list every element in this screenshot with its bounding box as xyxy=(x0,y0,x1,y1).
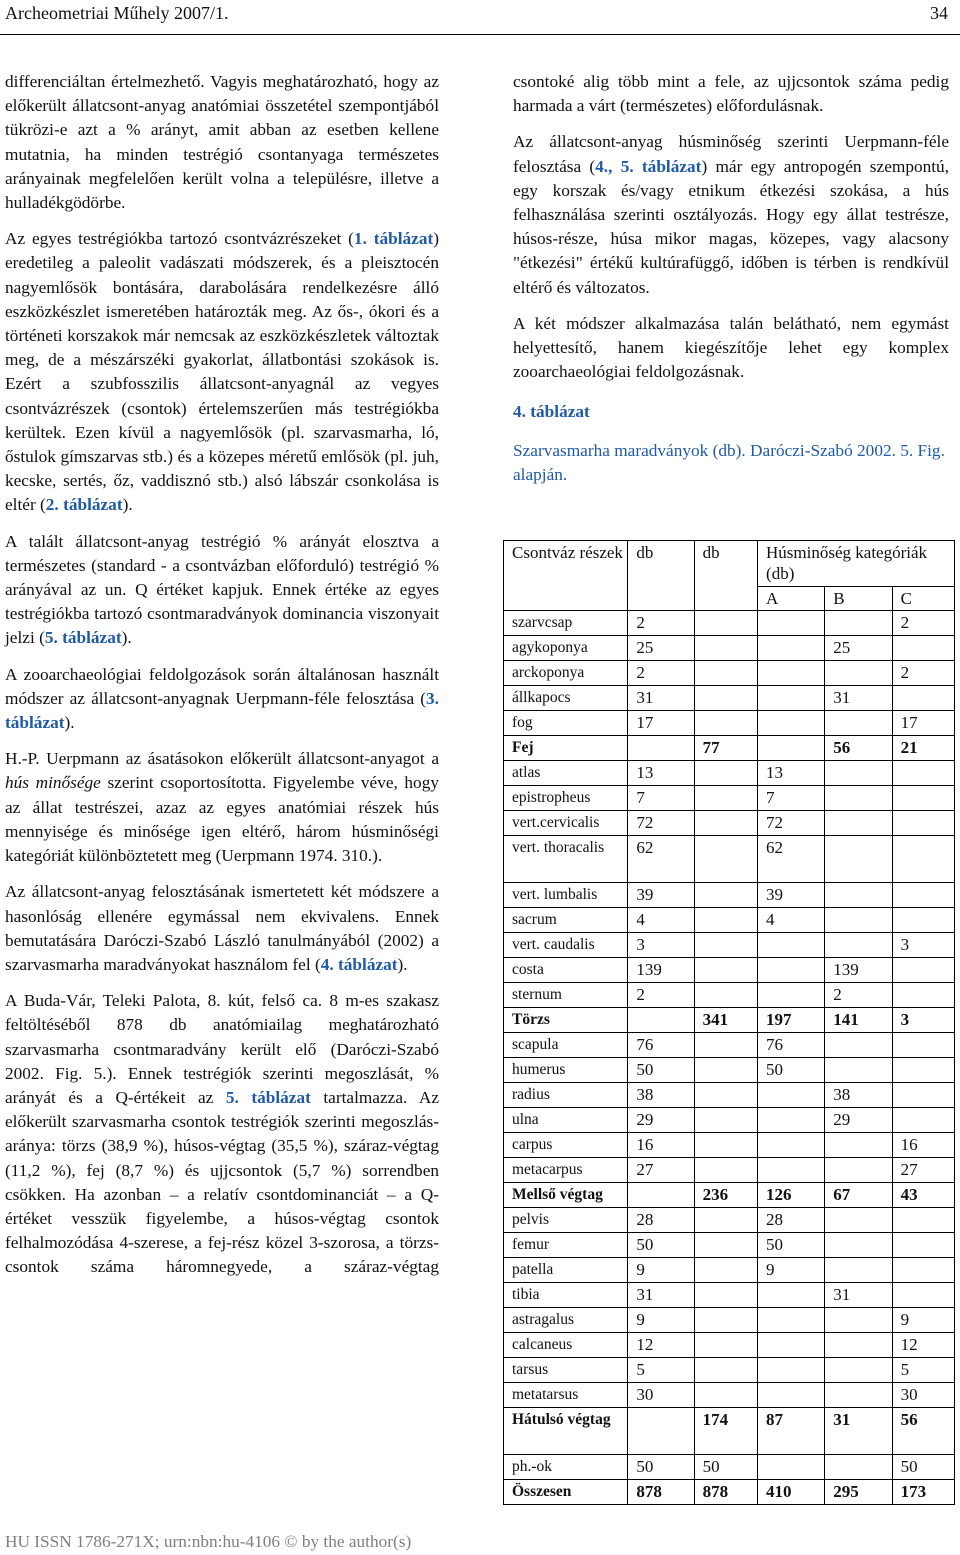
cell-value xyxy=(694,1308,757,1333)
cell-value: 139 xyxy=(825,958,892,983)
cell-value: 4 xyxy=(628,908,694,933)
cell-value xyxy=(758,661,825,686)
cell-value xyxy=(694,1158,757,1183)
cell-value xyxy=(892,1283,954,1308)
row-label: patella xyxy=(504,1258,628,1283)
paragraph: A talált állatcsont-anyag testrégió % arányát elosztva a természetes (standard - a csontvázban előforduló) testrégió % arányával az un. Q értéket kapjuk. Ennek értéke az egyes testrégiókba tartozó csontmaradványok dominancia viszonyait jelzi (5. táblázat). xyxy=(5,531,439,648)
table-row xyxy=(504,1308,955,1333)
cell-value xyxy=(758,1308,825,1333)
cell-value xyxy=(694,811,757,836)
table-row xyxy=(504,1208,955,1233)
row-label: scapula xyxy=(504,1033,628,1058)
cell-value: 39 xyxy=(628,883,694,908)
cell-value xyxy=(825,933,892,958)
cell-value xyxy=(758,711,825,736)
cell-value: 31 xyxy=(628,686,694,711)
cell-value: 3 xyxy=(892,933,954,958)
table-row xyxy=(504,1233,955,1258)
cell-value xyxy=(825,1233,892,1258)
cell-value xyxy=(825,661,892,686)
row-label: tibia xyxy=(504,1283,628,1308)
cell-value xyxy=(694,611,757,636)
cell-value: 9 xyxy=(628,1308,694,1333)
cell-value: 50 xyxy=(892,1455,954,1480)
cell-value xyxy=(825,1133,892,1158)
row-label: Fej xyxy=(504,736,628,761)
cell-value: 56 xyxy=(892,1408,954,1455)
row-label: pelvis xyxy=(504,1208,628,1233)
paragraph: Az állatcsont-anyag felosztásának ismertetett két módszere a hasonlóság ellenére egymással nem ekvivalens. Ennek bemutatására Daróczi-Szabó László tanulmányából (2002) a szarvasmarha maradványokat használom fel (4. táblázat). xyxy=(5,882,439,974)
cell-value: 4 xyxy=(758,908,825,933)
cell-value: 236 xyxy=(694,1183,757,1208)
row-label: ph.-ok xyxy=(504,1455,628,1480)
cell-value xyxy=(758,1283,825,1308)
cell-value xyxy=(758,611,825,636)
table-row xyxy=(504,811,955,836)
cell-value xyxy=(628,1008,694,1033)
cell-value xyxy=(694,1133,757,1158)
cell-value: 76 xyxy=(628,1033,694,1058)
cell-value: 50 xyxy=(758,1058,825,1083)
cell-value: 16 xyxy=(892,1133,954,1158)
header-cell: db xyxy=(694,541,757,611)
paragraph: Az egyes testrégiókba tartozó csontvázrészeket (1. táblázat) eredetileg a paleolit vadászati módszerek, és a pleisztocén nagyemlősök bontására, darabolására rendelkezésre álló eszközkészlet ismeretében határozták meg. Az ős-, ókori és a történeti korszakok már nemcsak az eszközkészletek változtak meg, de a mészárszéki gyakorlat, állatbontási szokások is. Ezért a szubfosszilis állatcsont-anyagnál az vegyes csontvázrészek (csontok) értelemszerűen más testrégiókba kerültek. Ezen kívül a nagyemlősök (pl. szarvasmarha, ló, őstulok gímszarvas stb.) és a közepes méretű emlősök (pl. juh, kecske, sertés, őz, vaddisznó stb.) alsó lábszár csonkolása is eltér (2. táblázat). xyxy=(5,229,439,515)
table-row xyxy=(504,1083,955,1108)
cell-value xyxy=(892,686,954,711)
cell-value xyxy=(758,1358,825,1383)
table-row xyxy=(504,786,955,811)
cell-value: 30 xyxy=(892,1383,954,1408)
cell-value xyxy=(694,908,757,933)
row-label: Törzs xyxy=(504,1008,628,1033)
cell-value xyxy=(694,686,757,711)
cell-value xyxy=(892,1033,954,1058)
table-row xyxy=(504,1455,955,1480)
cell-value xyxy=(758,686,825,711)
table-caption: Szarvasmarha maradványok (db). Daróczi-Szabó 2002. 5. Fig. alapján. xyxy=(513,440,945,484)
cell-value: 3 xyxy=(892,1008,954,1033)
cell-value xyxy=(892,908,954,933)
journal-title: Archeometriai Műhely 2007/1. xyxy=(5,3,229,23)
paragraph: A két módszer alkalmazása talán belátható, nem egymást helyettesítő, hanem kiegészítője lehet egy komplex zooarchaeológiai feldolgozásnak. xyxy=(513,313,949,382)
cell-value xyxy=(825,1358,892,1383)
cell-value: 7 xyxy=(628,786,694,811)
cell-value: 31 xyxy=(825,686,892,711)
cell-value xyxy=(892,958,954,983)
cell-value xyxy=(892,836,954,883)
cell-value xyxy=(758,636,825,661)
paragraph: csontoké alig több mint a fele, az ujjcsontok száma pedig harmada a várt (természetes) előfordulásnak. xyxy=(513,72,949,116)
cell-value: 5 xyxy=(892,1358,954,1383)
row-label: astragalus xyxy=(504,1308,628,1333)
cell-value: 67 xyxy=(825,1183,892,1208)
cell-value: 12 xyxy=(628,1333,694,1358)
cell-value: 30 xyxy=(628,1383,694,1408)
cell-value: 56 xyxy=(825,736,892,761)
cell-value xyxy=(694,1033,757,1058)
cell-value: 31 xyxy=(825,1408,892,1455)
table-row xyxy=(504,1283,955,1308)
row-label: vert. lumbalis xyxy=(504,883,628,908)
table-row xyxy=(504,836,955,883)
row-label: humerus xyxy=(504,1058,628,1083)
row-label: epistropheus xyxy=(504,786,628,811)
cell-value: 173 xyxy=(892,1480,954,1505)
cell-value xyxy=(694,636,757,661)
cell-value: 17 xyxy=(892,711,954,736)
cell-value: 50 xyxy=(628,1455,694,1480)
row-label: vert. thoracalis xyxy=(504,836,628,883)
cell-value xyxy=(758,983,825,1008)
cell-value xyxy=(758,1383,825,1408)
header-cell: db xyxy=(628,541,694,611)
row-label: agykoponya xyxy=(504,636,628,661)
cell-value xyxy=(825,836,892,883)
cell-value xyxy=(694,933,757,958)
cell-value: 13 xyxy=(758,761,825,786)
cell-value xyxy=(758,736,825,761)
cell-value xyxy=(892,636,954,661)
cell-value: 31 xyxy=(825,1283,892,1308)
cell-value xyxy=(628,1408,694,1455)
cell-value: 50 xyxy=(628,1233,694,1258)
cell-value: 2 xyxy=(892,661,954,686)
cell-value xyxy=(694,1333,757,1358)
row-label: tarsus xyxy=(504,1358,628,1383)
paragraph: A zooarchaeológiai feldolgozások során általánosan használt módszer az állatcsont-anyagnak Uerpmann-féle felosztása (3. táblázat). xyxy=(5,664,439,733)
cell-value xyxy=(825,1333,892,1358)
cell-value xyxy=(694,1108,757,1133)
cell-value: 139 xyxy=(628,958,694,983)
row-label: femur xyxy=(504,1233,628,1258)
row-label: Mellső végtag xyxy=(504,1183,628,1208)
cell-value xyxy=(825,883,892,908)
table-row xyxy=(504,908,955,933)
table-row xyxy=(504,686,955,711)
row-label: szarvcsap xyxy=(504,611,628,636)
cell-value xyxy=(694,711,757,736)
cell-value xyxy=(825,1383,892,1408)
cell-value xyxy=(825,908,892,933)
cell-value: 197 xyxy=(758,1008,825,1033)
cell-value: 72 xyxy=(758,811,825,836)
cell-value xyxy=(694,836,757,883)
row-label: sternum xyxy=(504,983,628,1008)
cell-value xyxy=(825,811,892,836)
cell-value xyxy=(825,1058,892,1083)
row-label: costa xyxy=(504,958,628,983)
paragraph: A Buda-Vár, Teleki Palota, 8. kút, felső ca. 8 m-es szakasz feltöltéséből 878 db anatómiailag meghatározható szarvasmarha csontmaradvány került elő (Daróczi-Szabó 2002. Fig. 5.). Ennek testrégiók szerinti megoszlását, % arányát és a Q-értékeit az 5. táblázat tartalmazza. Az előkerült szarvasmarha csontok testrégiók szerinti megoszlás-aránya: törzs (38,9 %), húsos-végtag (35,5 %), száraz-végtag (11,2 %), fej (8,7 %) és ujjcsontok (5,7 %) sorrendben csökken. Ha azonban – a relatív csontdominanciát – a Q-értéket vesszük figyelembe, a húsos-végtag csontok felhalmozódása 4-szerese, a fej-rész közel 3-szorosa, a törzs-csontok száma háromnegyede, a száraz-végtag xyxy=(5,991,440,1277)
cell-value xyxy=(892,1233,954,1258)
cell-value xyxy=(825,1258,892,1283)
cell-value: 5 xyxy=(628,1358,694,1383)
cell-value xyxy=(694,1258,757,1283)
cell-value: 28 xyxy=(628,1208,694,1233)
data-table xyxy=(503,540,955,1505)
table-row xyxy=(504,883,955,908)
row-label: vert. caudalis xyxy=(504,933,628,958)
page-number: 34 xyxy=(930,3,948,23)
cell-value xyxy=(758,1333,825,1358)
cell-value: 31 xyxy=(628,1283,694,1308)
cell-value: 9 xyxy=(892,1308,954,1333)
cell-value: 38 xyxy=(825,1083,892,1108)
table-row xyxy=(504,983,955,1008)
cell-value xyxy=(694,1083,757,1108)
cell-value: 12 xyxy=(892,1333,954,1358)
row-label: Hátulsó végtag xyxy=(504,1408,628,1455)
header-cell: Húsminőség kategóriák (db) xyxy=(758,541,955,587)
cell-value xyxy=(892,1108,954,1133)
table-row xyxy=(504,1108,955,1133)
row-label: Összesen xyxy=(504,1480,628,1505)
row-label: metatarsus xyxy=(504,1383,628,1408)
cell-value: 29 xyxy=(825,1108,892,1133)
cell-value xyxy=(825,1308,892,1333)
cell-value: 29 xyxy=(628,1108,694,1133)
cell-value xyxy=(892,883,954,908)
cell-value: 62 xyxy=(628,836,694,883)
table-row xyxy=(504,1183,955,1208)
cell-value: 878 xyxy=(694,1480,757,1505)
cell-value xyxy=(892,761,954,786)
cell-value xyxy=(758,1133,825,1158)
cell-value xyxy=(694,1383,757,1408)
subheader-cell: A xyxy=(758,587,825,611)
table-row xyxy=(504,1008,955,1033)
table-row xyxy=(504,933,955,958)
table-title: 4. táblázat xyxy=(513,402,590,422)
cell-value xyxy=(825,1455,892,1480)
cell-value: 72 xyxy=(628,811,694,836)
row-label: carpus xyxy=(504,1133,628,1158)
cell-value: 126 xyxy=(758,1183,825,1208)
cell-value: 87 xyxy=(758,1408,825,1455)
footer: HU ISSN 1786-271X; urn:nbn:hu-4106 © by the author(s) xyxy=(5,1532,412,1551)
cell-value: 2 xyxy=(628,661,694,686)
table-row xyxy=(504,611,955,636)
page-header xyxy=(0,0,960,38)
cell-value: 7 xyxy=(758,786,825,811)
cell-value xyxy=(825,611,892,636)
cell-value: 2 xyxy=(628,983,694,1008)
cell-value: 27 xyxy=(628,1158,694,1183)
cell-value xyxy=(758,958,825,983)
cell-value xyxy=(758,933,825,958)
cell-value: 25 xyxy=(825,636,892,661)
cell-value: 25 xyxy=(628,636,694,661)
right-column xyxy=(513,70,949,497)
cell-value: 2 xyxy=(628,611,694,636)
cell-value: 174 xyxy=(694,1408,757,1455)
row-label: metacarpus xyxy=(504,1158,628,1183)
table-row xyxy=(504,1158,955,1183)
cell-value xyxy=(892,786,954,811)
cell-value xyxy=(758,1108,825,1133)
table-row xyxy=(504,1133,955,1158)
cell-value: 2 xyxy=(892,611,954,636)
cell-value: 50 xyxy=(694,1455,757,1480)
cell-value: 9 xyxy=(628,1258,694,1283)
row-label: sacrum xyxy=(504,908,628,933)
cell-value: 50 xyxy=(758,1233,825,1258)
table-row xyxy=(504,1383,955,1408)
cell-value xyxy=(825,1033,892,1058)
table-row xyxy=(504,1058,955,1083)
cell-value xyxy=(694,1058,757,1083)
cell-value: 76 xyxy=(758,1033,825,1058)
cell-value xyxy=(694,983,757,1008)
cell-value xyxy=(628,1183,694,1208)
table-row xyxy=(504,1033,955,1058)
cell-value: 39 xyxy=(758,883,825,908)
cell-value xyxy=(694,761,757,786)
cell-value xyxy=(758,1083,825,1108)
cell-value xyxy=(825,761,892,786)
cell-value xyxy=(694,786,757,811)
row-label: arckoponya xyxy=(504,661,628,686)
cell-value xyxy=(825,1158,892,1183)
cell-value: 77 xyxy=(694,736,757,761)
table-row xyxy=(504,1258,955,1283)
paragraph: differenciáltan értelmezhető. Vagyis meghatározható, hogy az előkerült állatcsont-anyag anatómiai összetétel szempontjából tükrözi-e azt a % arányt, amit abban az esetben kellene mutatnia, ha minden testrégió csontanyaga természetes arányainak megfelelően került volna a településre, illetve a hulladékgödörbe. xyxy=(5,72,439,213)
cell-value xyxy=(758,1158,825,1183)
subheader-cell: B xyxy=(825,587,892,611)
cell-value xyxy=(694,958,757,983)
cell-value xyxy=(892,983,954,1008)
cell-value xyxy=(694,883,757,908)
cell-value xyxy=(694,1358,757,1383)
subheader-cell: C xyxy=(892,587,954,611)
row-label: állkapocs xyxy=(504,686,628,711)
cell-value xyxy=(825,711,892,736)
cell-value xyxy=(694,1208,757,1233)
cell-value xyxy=(892,1208,954,1233)
cell-value xyxy=(825,786,892,811)
cell-value: 2 xyxy=(825,983,892,1008)
table-row xyxy=(504,636,955,661)
row-label: vert.cervicalis xyxy=(504,811,628,836)
cell-value: 17 xyxy=(628,711,694,736)
cell-value: 295 xyxy=(825,1480,892,1505)
cell-value xyxy=(694,1233,757,1258)
cell-value xyxy=(628,736,694,761)
row-label: atlas xyxy=(504,761,628,786)
cell-value xyxy=(694,661,757,686)
cell-value xyxy=(694,1283,757,1308)
paragraph: H.-P. Uerpmann az ásatásokon előkerült állatcsont-anyagot a hús minősége szerint csoportosította. Figyelembe véve, hogy az állat testrészei, azaz az egyes anatómiai részek hús mennyisége és minősége igen eltérő, három húsminőségi kategóriát különböztetett meg (Uerpmann 1974. 310.). xyxy=(5,749,439,866)
cell-value: 341 xyxy=(694,1008,757,1033)
cell-value: 38 xyxy=(628,1083,694,1108)
cell-value xyxy=(892,1083,954,1108)
cell-value: 28 xyxy=(758,1208,825,1233)
cell-value: 62 xyxy=(758,836,825,883)
table-row xyxy=(504,736,955,761)
table-row xyxy=(504,1408,955,1455)
cell-value: 50 xyxy=(628,1058,694,1083)
row-label: fog xyxy=(504,711,628,736)
left-column xyxy=(5,70,439,1280)
table-row xyxy=(504,661,955,686)
paragraph: Az állatcsont-anyag húsminőség szerinti Uerpmann-féle felosztása (4., 5. táblázat) már egy antropogén szempontú, egy korszak és/vagy etnikum étkezési szokása, a hús felhasználása szerinti osztályozás. Hogy egy állat testrésze, húsos-része, húsa mikor magas, közepes, vagy alacsony "étkezési" értékű kultúrafüggő, időben is térben is rendkívül eltérő és változatos. xyxy=(513,132,949,297)
table-row xyxy=(504,1480,955,1505)
header-cell: Csontváz részek xyxy=(504,541,628,611)
row-label: calcaneus xyxy=(504,1333,628,1358)
table-row xyxy=(504,711,955,736)
cell-value: 3 xyxy=(628,933,694,958)
row-label: ulna xyxy=(504,1108,628,1133)
cell-value: 141 xyxy=(825,1008,892,1033)
table-row xyxy=(504,1358,955,1383)
table-row xyxy=(504,761,955,786)
cell-value: 410 xyxy=(758,1480,825,1505)
cell-value xyxy=(892,1058,954,1083)
header-rule xyxy=(0,34,960,35)
cell-value: 16 xyxy=(628,1133,694,1158)
cell-value xyxy=(825,1208,892,1233)
cell-value: 9 xyxy=(758,1258,825,1283)
cell-value xyxy=(892,1258,954,1283)
cell-value: 21 xyxy=(892,736,954,761)
table-row xyxy=(504,1333,955,1358)
cell-value xyxy=(892,811,954,836)
cell-value: 27 xyxy=(892,1158,954,1183)
cell-value xyxy=(758,1455,825,1480)
cell-value: 43 xyxy=(892,1183,954,1208)
row-label: radius xyxy=(504,1083,628,1108)
cell-value: 13 xyxy=(628,761,694,786)
table-header-row xyxy=(504,541,955,587)
table-row xyxy=(504,958,955,983)
cell-value: 878 xyxy=(628,1480,694,1505)
